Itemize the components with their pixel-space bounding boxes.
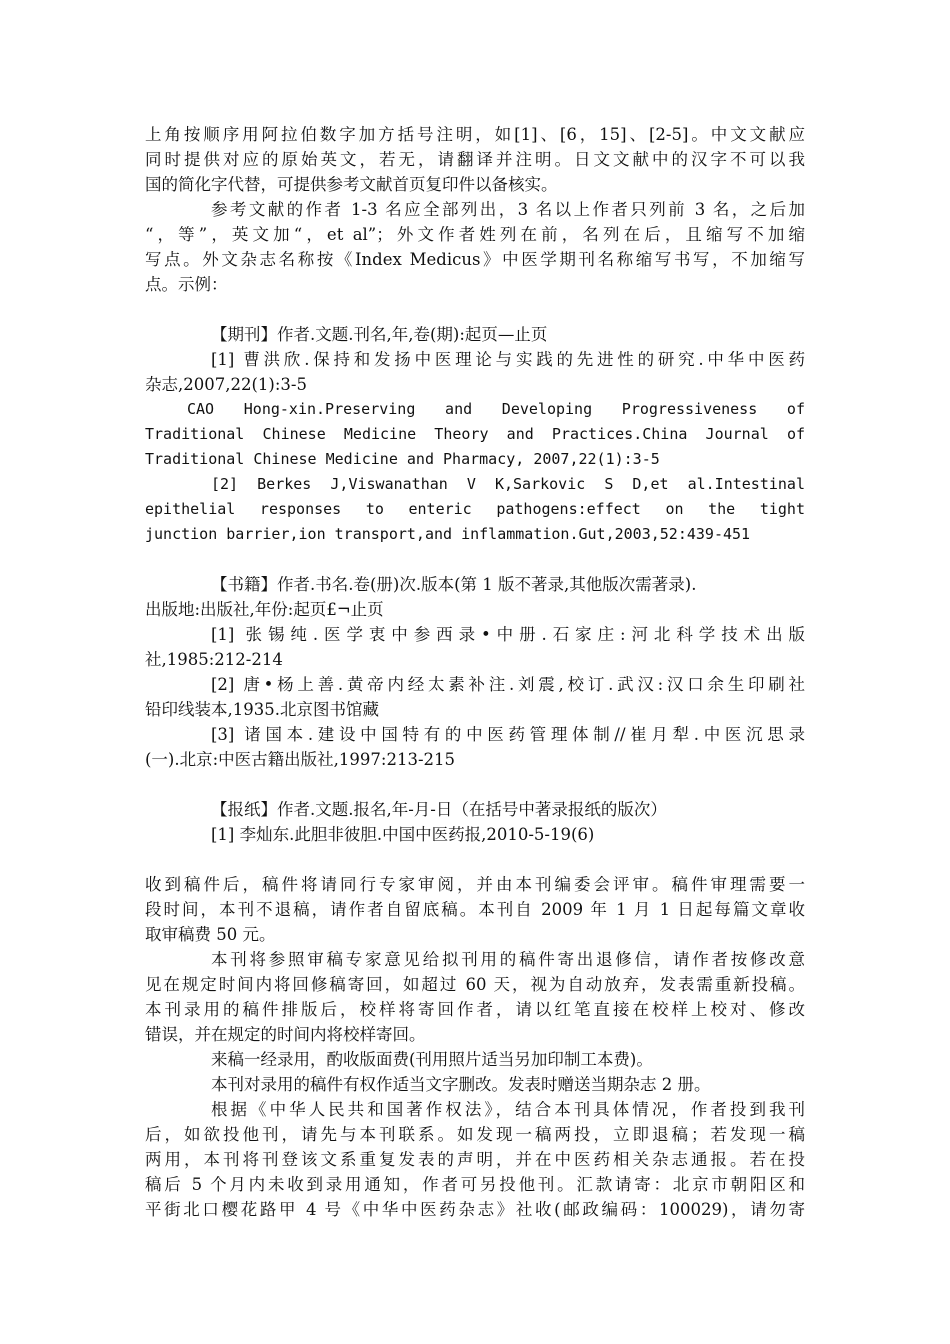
revision-line-3: 本刊录用的稿件排版后，校样将寄回作者，请以红笔直接在校样上校对、修改: [145, 1000, 805, 1019]
law-line-5: 平街北口樱花路甲 4 号《中华中医药杂志》社收(邮政编码：100029)，请勿寄: [145, 1200, 805, 1219]
book-ref2-line2: 铅印线装本,1935.北京图书馆藏: [145, 700, 379, 719]
journal-ref1-line1: [1] 曹洪欣.保持和发扬中医理论与实践的先进性的研究.中华中医药: [211, 350, 805, 369]
review-line-1: 收到稿件后，稿件将请同行专家审阅，并由本刊编委会评审。稿件审理需要一: [145, 875, 805, 894]
review-line-3: 取审稿费 50 元。: [145, 925, 276, 944]
journal-ref2-line1: [2] Berkes J,Viswanathan V K,Sarkovic S D,et al.Intestinal: [211, 475, 805, 493]
book-ref3-line1: [3] 诸国本.建设中国特有的中医药管理体制//崔月犁.中医沉思录: [211, 725, 805, 744]
journal-ref1-line2: 杂志,2007,22(1):3-5: [145, 375, 307, 394]
spacer: [145, 547, 805, 572]
intro-line-1: 上角按顺序用阿拉伯数字加方括号注明，如[1]、[6，15]、[2-5]。中文文献应: [145, 125, 805, 144]
intro-line-3: 国的简化字代替，可提供参考文献首页复印件以备核实。: [145, 175, 558, 194]
revision-line-1: 本刊将参照审稿专家意见给拟刊用的稿件寄出退修信，请作者按修改意: [211, 950, 805, 969]
journal-ref2-line2: epithelial responses to enteric pathogens:effect on the tight: [145, 500, 805, 518]
journal-ref2-line3: junction barrier,ion transport,and inflammation.Gut,2003,52:439-451: [145, 525, 751, 543]
journal-heading: 【期刊】作者.文题.刊名,年,卷(期):起页—止页: [211, 325, 548, 344]
spacer: [145, 297, 805, 322]
book-ref3-line2: (一).北京:中医古籍出版社,1997:213-215: [145, 750, 456, 769]
newspaper-heading: 【报纸】作者.文题.报名,年-月-日（在括号中著录报纸的版次）: [211, 800, 667, 819]
document-page: [145, 122, 805, 1222]
law-line-4: 稿后 5 个月内未收到录用通知，作者可另投他刊。汇款请寄：北京市朝阳区和: [145, 1175, 805, 1194]
book-ref1-line1: [1] 张锡纯.医学衷中参西录•中册.石家庄:河北科学技术出版: [211, 625, 805, 644]
spacer: [145, 772, 805, 797]
intro-line-2: 同时提供对应的原始英文，若无，请翻译并注明。日文文献中的汉字不可以我: [145, 150, 805, 169]
law-line-2: 后，如欲投他刊，请先与本刊联系。如发现一稿两投，立即退稿；若发现一稿: [145, 1125, 805, 1144]
newspaper-ref1: [1] 李灿东.此胆非彼胆.中国中医药报,2010-5-19(6): [211, 825, 595, 844]
revision-line-2: 见在规定时间内将回修稿寄回，如超过 60 天，视为自动放弃，发表需重新投稿。: [145, 975, 805, 994]
spacer: [145, 847, 805, 872]
journal-ref1-en-line3: Traditional Chinese Medicine and Pharmacy, 2007,22(1):3-5: [145, 450, 660, 468]
book-ref1-line2: 社,1985:212-214: [145, 650, 283, 669]
journal-ref1-en-line1: CAO Hong-xin.Preserving and Developing Progressiveness of: [187, 400, 805, 418]
copyright-line: 本刊对录用的稿件有权作适当文字删改。发表时赠送当期杂志 2 册。: [211, 1075, 711, 1094]
review-line-2: 段时间，本刊不退稿，请作者自留底稿。本刊自 2009 年 1 月 1 日起每篇文章收: [145, 900, 805, 919]
fee-line: 来稿一经录用，酌收版面费(刊用照片适当另加印制工本费)。: [211, 1050, 653, 1069]
book-heading-line2: 出版地:出版社,年份:起页£¬止页: [145, 600, 384, 619]
author-rule-line-1: 参考文献的作者 1-3 名应全部列出，3 名以上作者只列前 3 名，之后加: [211, 200, 805, 219]
revision-line-4: 错误，并在规定的时间内将校样寄回。: [145, 1025, 426, 1044]
law-line-1: 根据《中华人民共和国著作权法》，结合本刊具体情况，作者投到我刊: [211, 1100, 805, 1119]
law-line-3: 两用，本刊将刊登该文系重复发表的声明，并在中医药相关杂志通报。若在投: [145, 1150, 805, 1169]
author-rule-line-2: “，等”，英文加“，et al”；外文作者姓列在前，名列在后，且缩写不加缩: [145, 225, 805, 244]
book-ref2-line1: [2] 唐•杨上善.黄帝内经太素补注.刘震,校订.武汉:汉口余生印刷社: [211, 675, 805, 694]
author-rule-line-3: 写点。外文杂志名称按《Index Medicus》中医学期刊名称缩写书写，不加缩写: [145, 250, 805, 269]
book-heading-line1: 【书籍】作者.书名.卷(册)次.版本(第 1 版不著录,其他版次需著录).: [211, 575, 697, 594]
author-rule-line-4: 点。示例：: [145, 275, 228, 294]
journal-ref1-en-line2: Traditional Chinese Medicine Theory and Practices.China Journal of: [145, 425, 805, 443]
